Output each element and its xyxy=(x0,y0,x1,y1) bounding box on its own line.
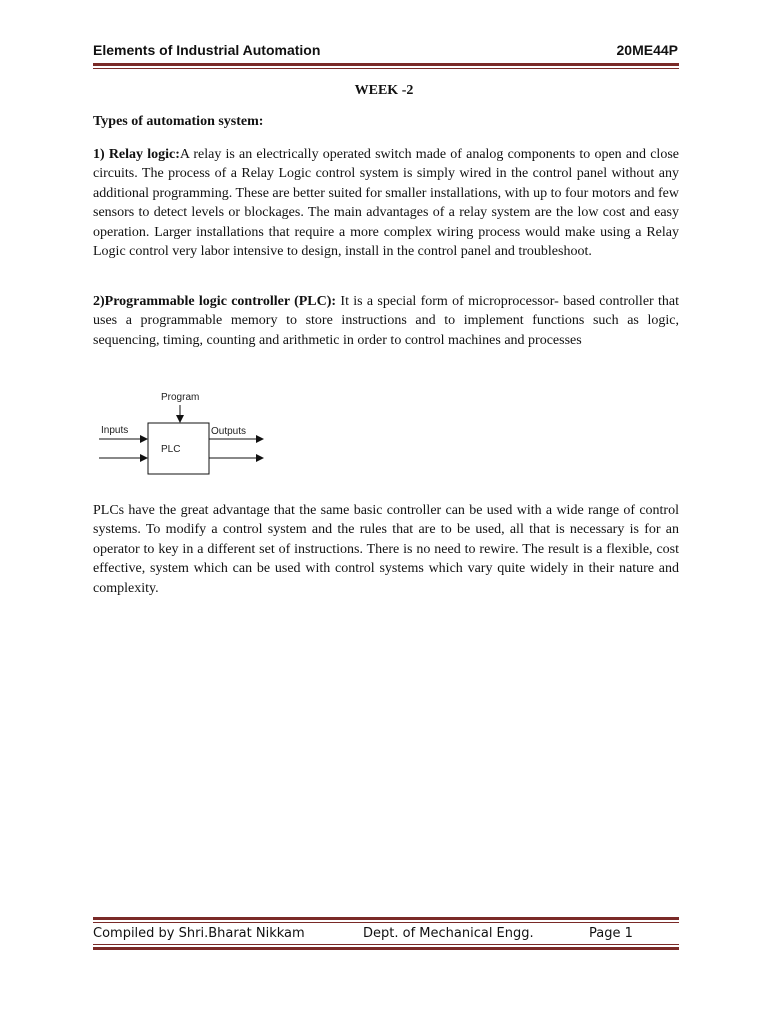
plc-body: It is a special form of microprocessor- based controller that uses a programmable memory to store instructions and to implement functions such as logic, sequencing, timing, counting and arithmetic in order to control machines and processes xyxy=(93,294,679,348)
header-rule-thin xyxy=(93,68,679,69)
inputs-label: Inputs xyxy=(101,425,129,436)
relay-logic-lead: 1) Relay logic: xyxy=(93,147,180,162)
footer-compiled-by: Compiled by Shri.Bharat Nikkam xyxy=(93,926,305,941)
footer-department: Dept. of Mechanical Engg. xyxy=(363,926,534,941)
footer-rule-thin-bottom xyxy=(93,944,679,945)
footer-page-number: Page 1 xyxy=(589,926,633,941)
relay-logic-body: A relay is an electrically operated switch made of analog components to open and close circuits. The process of a Relay Logic control system is simply wired in the control panel without any additional programming. These are better suited for smaller installations, with up to four motors and few sensors to detect levels or blockages. The main advantages of a relay system are the low cost and easy operation. Larger installations that require a more complex wiring process would make using a Relay Logic control very labor intensive to design, install in the control panel and troubleshoot. xyxy=(93,147,679,260)
plc-advantage-paragraph: PLCs have the great advantage that the same basic controller can be used with a wide range of control systems. To modify a control system and the rules that are to be used, all that is necessary is for an operator to key in a different set of instructions. There is no need to rewire. The result is a flexible, cost effective, system which can be used with control systems which vary quite widely in their nature and complexity. xyxy=(93,503,679,596)
header-rule-thick xyxy=(93,63,679,66)
header-course-code: 20ME44P xyxy=(616,42,678,58)
section-title: Types of automation system: xyxy=(93,114,264,129)
page-footer xyxy=(93,926,679,944)
footer-rule-thick-bottom xyxy=(93,947,679,950)
header-title: Elements of Industrial Automation xyxy=(93,42,321,58)
relay-logic-paragraph xyxy=(93,145,679,261)
footer-rule-thick-top xyxy=(93,917,679,920)
outputs-label: Outputs xyxy=(211,426,247,437)
week-heading: WEEK -2 xyxy=(354,83,414,98)
plc-box-label: PLC xyxy=(161,444,181,455)
plc-lead: 2)Programmable logic controller (PLC): xyxy=(93,294,337,309)
plc-paragraph xyxy=(93,292,679,350)
footer-rule-thin-top xyxy=(93,922,679,923)
plc-block-diagram xyxy=(93,384,283,479)
page-header xyxy=(93,42,678,62)
program-label: Program xyxy=(161,392,200,403)
